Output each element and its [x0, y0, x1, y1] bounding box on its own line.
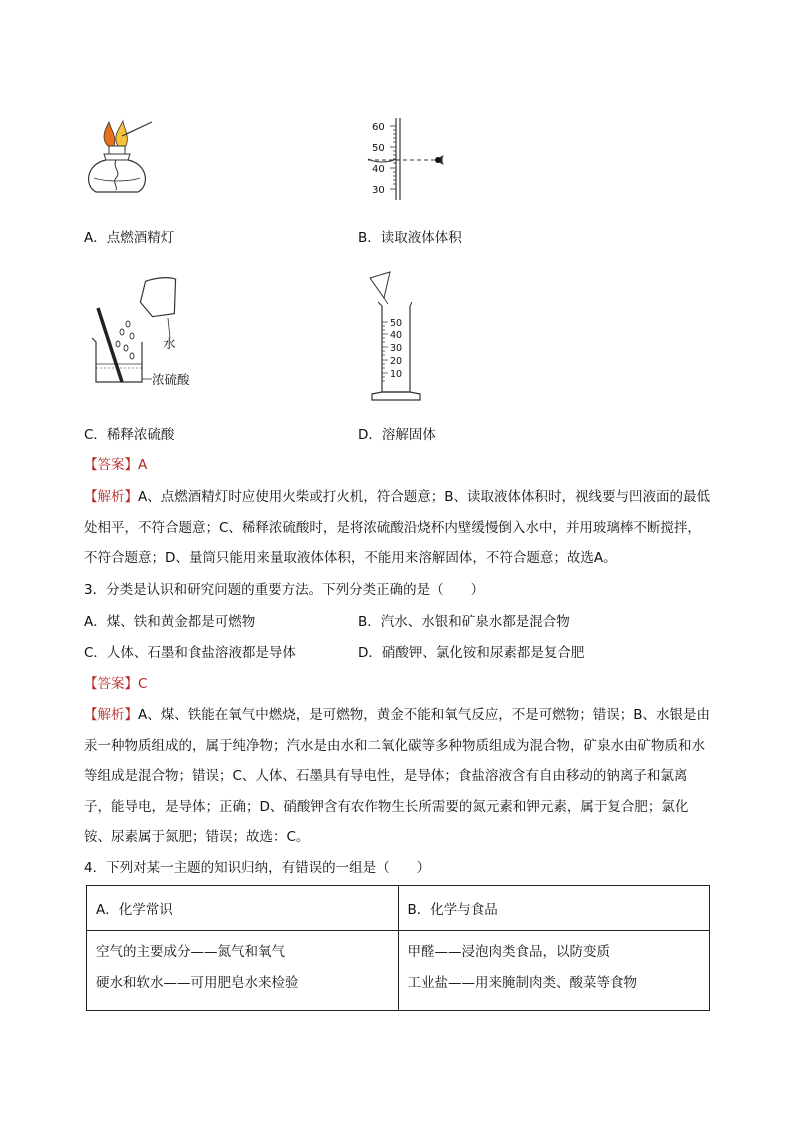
- analysis-text: A、煤、铁能在氧气中燃烧，是可燃物，黄金不能和氧气反应，不是可燃物；错误；B、水银是由汞一种物质组成的，属于纯净物；汽水是由水和二氧化碳等多种物质组成为混合物，矿泉水由矿物质和水等组成是混合物；错误；C、人体、石墨具有导电性，是导体；食盐溶液含有自由移动的钠离子和氯离子，能导电，是导体；正确；D、硝酸钾含有农作物生长所需要的氮元素和钾元素，属于复合肥；氯化铵、尿素属于氮肥；错误；故选：C。: [84, 707, 710, 845]
- table-line: 空气的主要成分——氮气和氧气: [96, 944, 285, 960]
- dissolve-cylinder-figure: [368, 270, 440, 406]
- tick-label-30: 30: [372, 185, 385, 196]
- receiving-beaker: [92, 338, 142, 382]
- tick-label-40: 40: [390, 330, 403, 341]
- q3-option-a: A．煤、铁和黄金都是可燃物: [84, 614, 256, 630]
- alcohol-lamp-figure: [78, 116, 160, 200]
- tick-label-10: 10: [390, 369, 403, 380]
- tick-label-60: 60: [372, 122, 385, 133]
- answer-label: 【答案】: [84, 457, 138, 473]
- analysis-text: A、点燃酒精灯时应使用火柴或打火机，符合题意；B、读取液体体积时，视线要与凹液面的最低处相平，不符合题意；C、稀释浓硫酸时，是将浓硫酸沿烧杯内壁缓慢倒入水中，并用玻璃棒不断搅拌，不符合题意；D、量筒只能用来量取液体体积，不能用来溶解固体，不符合题意；故选A。: [84, 489, 710, 566]
- analysis-label: 【解析】: [84, 707, 138, 723]
- tick-label-20: 20: [390, 356, 403, 367]
- paper-funnel: [370, 272, 390, 298]
- table-line: 硬水和软水——可用肥皂水来检验: [96, 975, 299, 991]
- answer-label: 【答案】: [84, 676, 138, 692]
- table-header-a: A．化学常识: [87, 886, 399, 931]
- flame-right: [116, 121, 128, 146]
- table-body-row: [87, 931, 710, 1011]
- flame-left: [104, 122, 115, 146]
- tick-label-40: 40: [372, 164, 385, 175]
- table-line: 甲醛——浸泡肉类食品，以防变质: [407, 944, 610, 960]
- reading-cylinder-figure: [362, 118, 452, 202]
- q2-option-c: C．稀释浓硫酸: [84, 427, 175, 443]
- answer-value: A: [138, 457, 148, 473]
- q4-stem: 4．下列对某一主题的知识归纳，有错误的一组是（ ）: [84, 860, 431, 876]
- q2-option-d: D．溶解固体: [358, 427, 436, 443]
- q3-answer: [84, 674, 147, 694]
- acid-label: 浓硫酸: [152, 372, 190, 387]
- q3-option-d: D．硝酸钾、氯化铵和尿素都是复合肥: [358, 645, 585, 661]
- pouring-beaker: [137, 276, 180, 318]
- table-cell-a: [87, 931, 399, 1011]
- q3-analysis: [84, 700, 712, 853]
- table-header-row: [87, 886, 710, 931]
- q3-option-c: C．人体、石墨和食盐溶液都是导体: [84, 645, 296, 661]
- q3-stem: 3．分类是认识和研究问题的重要方法。下列分类正确的是（ ）: [84, 582, 485, 598]
- glass-rod: [98, 308, 122, 382]
- table-line: 工业盐——用来腌制肉类、酸菜等食物: [407, 975, 637, 991]
- tick-label-50: 50: [390, 318, 403, 329]
- water-label: 水: [163, 336, 176, 351]
- answer-value: C: [138, 676, 148, 692]
- q4-table: [86, 885, 710, 1011]
- dilute-acid-figure: [86, 276, 216, 388]
- tick-label-50: 50: [372, 143, 385, 154]
- q2-option-a: A．点燃酒精灯: [84, 230, 175, 246]
- q2-analysis: [84, 482, 712, 574]
- table-cell-b: [398, 931, 710, 1011]
- q2-answer: [84, 455, 147, 475]
- match-stick: [122, 122, 152, 136]
- tick-label-30: 30: [390, 343, 403, 354]
- table-header-b: B．化学与食品: [398, 886, 710, 931]
- analysis-label: 【解析】: [84, 489, 138, 505]
- q2-option-b: B．读取液体体积: [358, 230, 462, 246]
- q3-option-b: B．汽水、水银和矿泉水都是混合物: [358, 614, 570, 630]
